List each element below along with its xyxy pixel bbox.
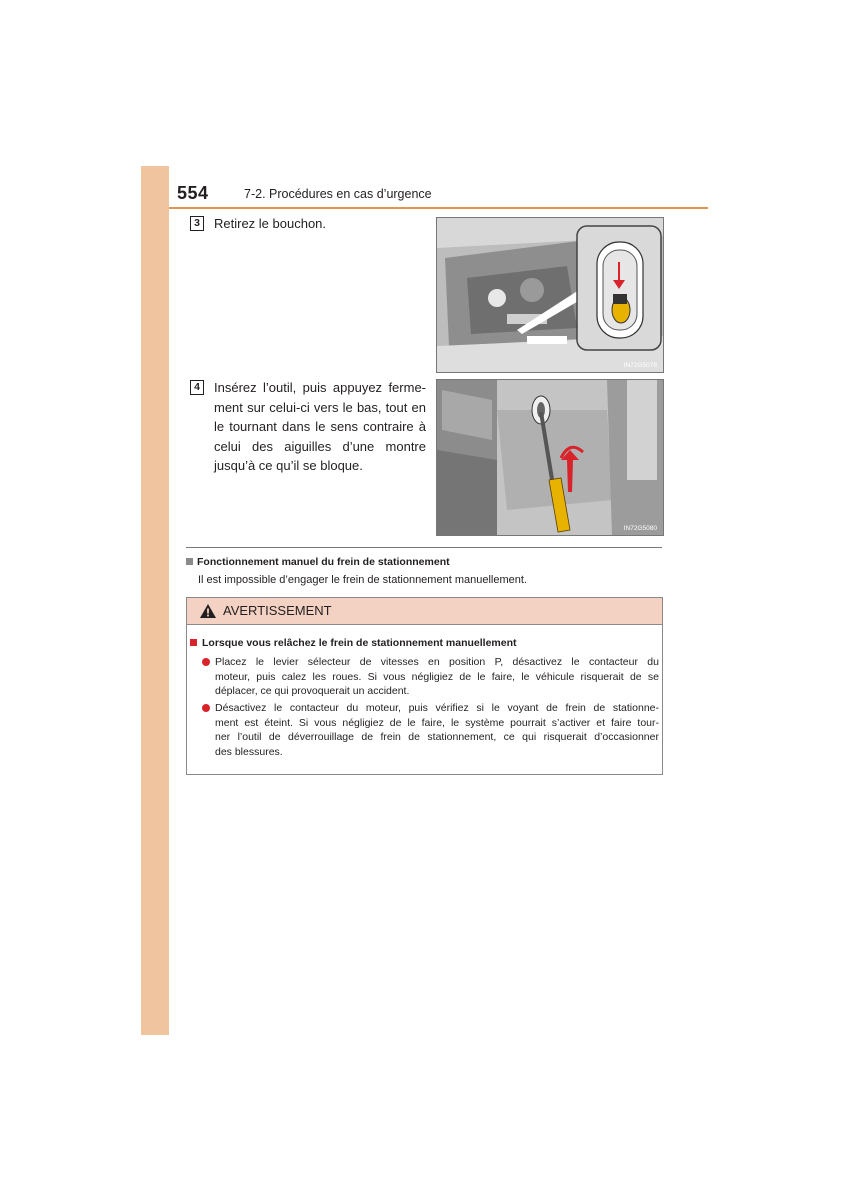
red-square-icon: [190, 639, 197, 646]
bullet-text: [215, 701, 659, 759]
section-heading-text: Fonctionnement manuel du frein de stationnement: [197, 556, 450, 568]
page-header: [141, 166, 708, 208]
illustration-tool-insertion: [436, 379, 664, 536]
text-line: Insérez l’outil, puis appuyez ferme-: [214, 380, 426, 395]
section-body: Il est impossible d’engager le frein de stationnement manuellement.: [198, 574, 527, 586]
image-code: IN72G5080: [623, 525, 657, 532]
text-line: ment sur celui-ci vers le bas, tout en: [214, 399, 426, 415]
chapter-title: 7-2. Procédures en cas d’urgence: [244, 187, 432, 201]
square-bullet-icon: [186, 558, 193, 565]
step-text: [214, 378, 426, 476]
section-divider: [186, 547, 662, 548]
text-line: ner l’outil de déverrouillage de frein de stationnement, ce qui risquerait d’occasionner: [215, 731, 659, 743]
warning-label: AVERTISSEMENT: [223, 603, 332, 618]
illustration-cap-removal: [436, 217, 664, 373]
warning-box: [186, 597, 663, 775]
step-number: 3: [190, 216, 204, 231]
page-number: 554: [177, 183, 209, 203]
text-line: Désactivez le contacteur du moteur, puis vérifiez si le voyant de frein de stationne-: [215, 702, 659, 714]
text-line: déplacer, ce qui provoquerait un accident.: [215, 685, 410, 697]
warning-subtitle: [190, 637, 517, 649]
header-rule: [169, 207, 708, 209]
red-dot-icon: [202, 658, 210, 666]
text-line: ment est éteint. Si vous négligiez de le faire, le système pourrait s’activer et faire tour-: [215, 716, 659, 729]
chapter-side-tab: [141, 166, 169, 1035]
text-line: jusqu’à ce qu’il se bloque.: [214, 458, 363, 473]
warning-subtitle-text: Lorsque vous relâchez le frein de stationnement manuellement: [202, 637, 517, 649]
step-text: Retirez le bouchon.: [214, 216, 327, 231]
warning-triangle-icon: [199, 603, 217, 619]
text-line: Placez le levier sélecteur de vitesses en position P, désactivez le contacteur du: [215, 656, 659, 668]
step-number: 4: [190, 380, 204, 395]
image-code: IN72G5078: [623, 362, 657, 369]
text-line: celui des aiguilles d’une montre: [214, 438, 426, 454]
section-heading: [186, 556, 450, 568]
bullet-text: [215, 655, 659, 699]
red-dot-icon: [202, 704, 210, 712]
text-line: le tournant dans le sens contraire à: [214, 419, 426, 434]
text-line: moteur, puis calez les roues. Si vous négligiez de le faire, le véhicule risquerait de se: [215, 670, 659, 683]
warning-header: [187, 598, 662, 625]
text-line: des blessures.: [215, 745, 283, 758]
